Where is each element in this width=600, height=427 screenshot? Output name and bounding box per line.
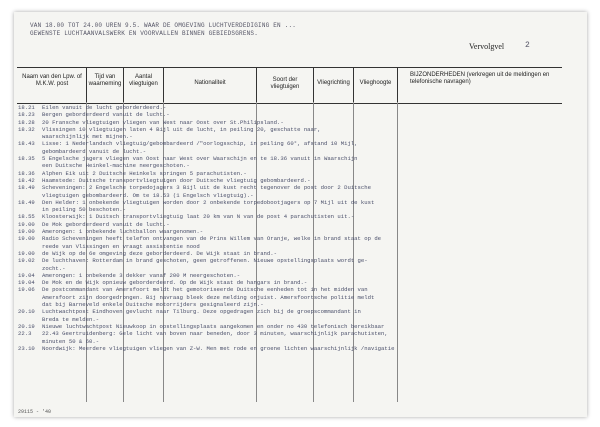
col-divider [353, 67, 354, 102]
col-divider [123, 67, 124, 102]
entry-time: 18.28 [18, 118, 35, 126]
entry-text: Haamstede: Duitsche transportvliegtuigen door Duitsche vliegtuig gebombardeerd.- [42, 176, 311, 184]
log-entry [18, 323, 568, 330]
entry-text: vliegtuigen gebombardeerd. Om te 18.53 (1 Engelsch vliegtuig).- [42, 191, 254, 199]
log-entry [18, 257, 568, 264]
log-entry [18, 111, 568, 118]
log-entry [18, 228, 568, 235]
entry-text: waarschijnlijk met mijnen.- [42, 133, 133, 141]
col-divider [397, 67, 398, 102]
entry-time: 19.00 [18, 249, 35, 257]
entry-time: 19.02 [18, 257, 35, 265]
vervolgvel-value: 2 [525, 41, 530, 50]
entry-text: een Duitsche Heinkel-machine neergeschoten.- [42, 162, 190, 170]
entry-text: Den Helder: 1 onbekende vliegtuigen worden door 2 onbekende torpedobootjagers op 7 Mijl uit de kust [42, 198, 375, 206]
log-entry [18, 265, 568, 272]
log-entry [18, 286, 568, 293]
log-entry [18, 294, 568, 301]
log-entry [18, 272, 568, 279]
entry-text: Amerongen: 1 onbekende luchtballon waargenomen.- [42, 228, 204, 236]
col-header-post: Naam van den Lpw. of M.K.W. post [22, 74, 82, 87]
entry-text: Alphen Eik uit 2 Duitsche Heinkels springen 5 parachutisten.- [42, 169, 247, 177]
entry-time: 22.3 [18, 330, 32, 338]
log-entry [18, 330, 568, 337]
log-entry [18, 338, 568, 345]
entry-time: 19.00 [18, 228, 35, 236]
entry-time: 18.36 [18, 169, 35, 177]
col-header-count: Aantal vliegtuigen [129, 74, 158, 87]
log-entry [18, 192, 568, 199]
entry-time: 20.10 [18, 308, 35, 316]
log-entry [18, 162, 568, 169]
col-header-nationality: Nationaliteit [194, 80, 226, 86]
entry-text: Kloosterwijk: 1 Duitsch transportvliegtuig laat 20 km van N van de post 4 parachutisten uit.- [42, 213, 355, 221]
col-header-type: Soort der vliegtuigen [270, 77, 300, 90]
col-header-time: Tijd van waarneming [88, 74, 122, 87]
entry-time: 18.55 [18, 213, 35, 221]
entry-time: 20.19 [18, 322, 35, 330]
log-entry [18, 221, 568, 228]
log-entry [18, 119, 568, 126]
log-entry [18, 308, 568, 315]
entry-text: de Wijk op de 6e omgeving deze geborderdeerd. De Wijk staat in brand.- [42, 249, 277, 257]
col-divider [313, 67, 314, 102]
log-entry [18, 316, 568, 323]
log-entry [18, 133, 568, 140]
vervolgvel-label: Vervolgvel [469, 42, 505, 51]
log-entry [18, 345, 568, 352]
log-entry [18, 243, 568, 250]
col-header-details: BIJZONDERHEDEN (verkregen uit de meldingen en telefonische navragen) [410, 72, 550, 85]
log-entry [18, 126, 568, 133]
entry-text: 5 Engelsche jagers vliegen van Oost naar West over Waarschijn en te 18.36 vanuit in Waarschijn [42, 155, 358, 163]
log-entries [18, 104, 568, 352]
entry-time: 18.23 [18, 111, 35, 119]
entry-time: 19.04 [18, 271, 35, 279]
log-entry [18, 250, 568, 257]
form-number: 29115 - '40 [18, 409, 52, 415]
entry-time: 19.00 [18, 220, 35, 228]
col-header-altitude: Vlieghoogte [359, 80, 392, 86]
header-line-1: VAN 18.00 TOT 24.00 UREN 9.5. WAAR DE OMGEVING LUCHTVERDEDIGING EN ... [30, 22, 297, 29]
log-entry [18, 301, 568, 308]
entry-text: Breda te melden.- [42, 315, 100, 323]
entry-time: 18.42 [18, 176, 35, 184]
entry-text: Bergen geborderdeerd vanuit de lucht.- [42, 111, 170, 119]
log-entry [18, 206, 568, 213]
entry-text: in peiling 50 beschoten.- [42, 206, 126, 214]
entry-time: 19.00 [18, 235, 35, 243]
entry-text: Lisse: 1 Nederlandsch vliegtuig/gebombardeerd /"oorlogsschip, in peiling 60°, afstand 10 Mijl, [42, 140, 358, 148]
log-entry [18, 177, 568, 184]
entry-text: Amerongen: 1 onbekende 3 dekker vanaf 200 M neergeschoten.- [42, 271, 241, 279]
log-entry [18, 235, 568, 242]
entry-time: 19.06 [18, 286, 35, 294]
entry-text: De Mok en de Wijk opnieuw geborderdeerd. Op de Wijk staat de hangars in brand.- [42, 279, 308, 287]
log-entry [18, 213, 568, 220]
entry-text: reede van Vlissingen en vraagt assistentie nood [42, 242, 200, 250]
entry-text: Scheveningen: 2 Engelsche torpedojagers 3 Bijl uit de kust recht tegenover de post door 2 Duitsche [42, 184, 371, 192]
log-entry [18, 170, 568, 177]
entry-text: Vlissingen 10 vliegtuigen laten 4 Bijl uit de lucht, in peiling 20, geschatte naar, [42, 125, 321, 133]
entry-text: gebombardeerd vanuit de lucht.- [42, 147, 147, 155]
entry-time: 18.43 [18, 140, 35, 148]
log-entry [18, 148, 568, 155]
log-entry [18, 199, 568, 206]
entry-text: Luchtwachtpost Eindhoven gevlucht naar Tilburg. Deze opgedragen zich bij de groepscommandant in [42, 308, 361, 316]
entry-text: 20 Fransche vliegtuigen vliegen van West naar Oost over St.Philipsland.- [42, 118, 284, 126]
entry-text: Eilen vanuit de lucht geborderdeerd.- [42, 104, 167, 111]
entry-text: Amersfoort zijn doorgedrongen. Bij navraag bleek deze melding onjuist. Amersfoortsche politie meldt [42, 293, 375, 301]
entry-text: Noordwijk: Meerdere vliegtuigen vliegen van Z-W. Men met rode en groene lichten waarschijnlijk /navigatie [42, 344, 395, 352]
header-line-2: GEWENSTE LUCHTAANVALSWERK EN VOORVALLEN BINNEN GEBIEDSGRENS. [30, 30, 259, 37]
entry-text: Radio Scheveningen heeft telefon ontvangen van de Prins Willem van Oranje, welke in brand staat op de [42, 235, 382, 243]
entry-text: De postcommandant van Amersfoort meldt het gemotoriseerde Duitsche eenheden tot in het midden van [42, 286, 368, 294]
entry-text: Nieuwe luchtwachtpost Nieuwkoop in opstellingsplaats aangekomen en onder no 430 telefonisch bereikbaar [42, 322, 385, 330]
col-divider [256, 67, 257, 102]
entry-text: 22.43 Geertruidenberg: Gele licht van boven naar beneden, door 3 minuten, waarschijnlijk parachutisten, [42, 330, 388, 338]
col-divider [86, 67, 87, 102]
entry-time: 23.10 [18, 344, 35, 352]
entry-text: zocht.- [42, 264, 66, 272]
entry-text: De Mok geborderdeerd vanuit de lucht.- [42, 220, 170, 228]
log-entry [18, 140, 568, 147]
log-entry [18, 184, 568, 191]
entry-text: minuten 50 & 60.- [42, 337, 100, 345]
entry-time: 18.49 [18, 198, 35, 206]
col-header-direction: Vliegrichting [317, 80, 350, 86]
entry-text: dat bij Barneveld enkele Duitsche motorrijders gesignaleerd zijn.- [42, 301, 264, 309]
log-entry [18, 155, 568, 162]
entry-time: 18.49 [18, 184, 35, 192]
log-entry [18, 279, 568, 286]
entry-time: 18.32 [18, 125, 35, 133]
entry-text: De luchthaven: Rotterdam in brand geschoten, geen getroffenen. Nieuwe opstellingsplaats wordt ge- [42, 257, 368, 265]
log-entry [18, 104, 568, 111]
entry-time: 18.21 [18, 104, 35, 111]
entry-time: 18.35 [18, 155, 35, 163]
entry-time: 19.04 [18, 279, 35, 287]
col-divider [163, 67, 164, 102]
